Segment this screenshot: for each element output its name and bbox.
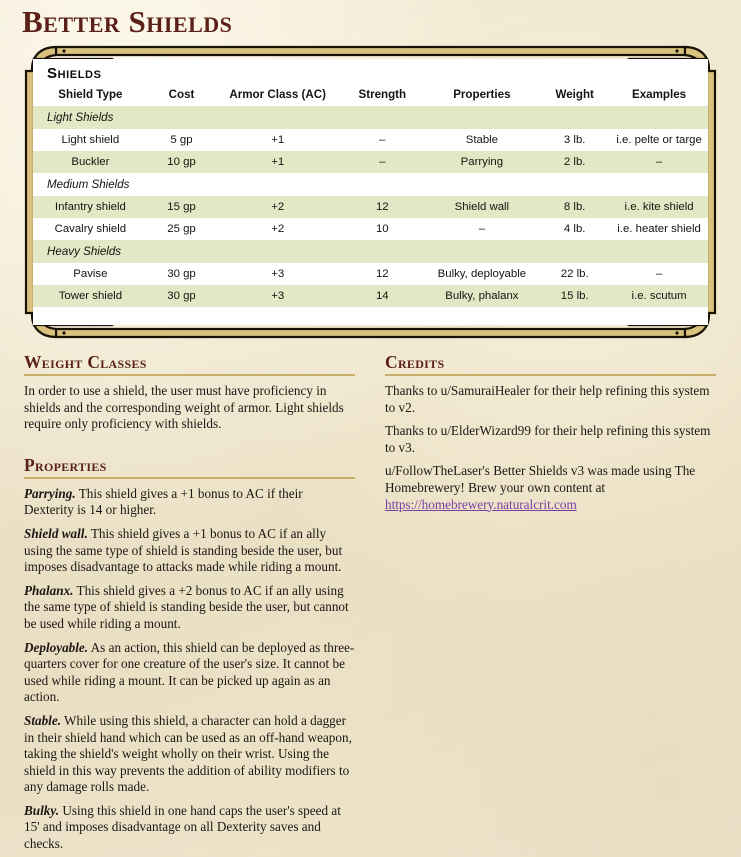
cell-properties: Parrying bbox=[425, 151, 540, 173]
column-header-cost: Cost bbox=[168, 88, 195, 101]
cell-strength: 10 bbox=[340, 218, 424, 240]
cell-shield-type: Pavise bbox=[33, 263, 148, 285]
cell-weight: 4 lb. bbox=[539, 218, 610, 240]
section-heading-credits: Credits bbox=[385, 352, 716, 376]
group-label: Heavy Shields bbox=[33, 240, 708, 263]
table-row bbox=[33, 285, 708, 307]
cell-weight: 2 lb. bbox=[539, 151, 610, 173]
cell-examples: i.e. pelte or targe bbox=[610, 129, 708, 151]
property-text: This shield gives a +1 bonus to AC if an ally using the same type of shield is standing beside the user, but imposes disadvantage to attacks made while riding a mount. bbox=[24, 525, 343, 575]
credit-paragraph-v3: Thanks to u/ElderWizard99 for their help refining this system to v3. bbox=[385, 423, 711, 455]
property-text: While using this shield, a character can hold a dagger in their shield hand which can be used as an off-hand weapon, taking the shield's weight wholly on their wrist. Using the shield in this way prevents the addition of ability modifiers to any damage rolls made. bbox=[24, 712, 352, 795]
shields-table-container bbox=[33, 59, 708, 325]
column-header-examples: Examples bbox=[631, 88, 687, 101]
cell-examples: – bbox=[610, 263, 708, 285]
column-header-shield-type: Shield Type bbox=[58, 88, 123, 101]
cell-armor-class: +1 bbox=[215, 129, 340, 151]
body-columns bbox=[0, 352, 741, 857]
cell-cost: 25 gp bbox=[148, 218, 216, 240]
cell-examples: i.e. kite shield bbox=[610, 196, 708, 218]
cell-properties: Bulky, phalanx bbox=[425, 285, 540, 307]
cell-strength: – bbox=[340, 129, 424, 151]
property-term: Deployable. bbox=[24, 639, 89, 655]
weight-classes-paragraph: In order to use a shield, the user must have proficiency in shields and the corresponding weight of armor. Light shields require only proficiency with shields. bbox=[24, 383, 344, 432]
column-header-strength: Strength bbox=[358, 88, 407, 101]
property-text: This shield gives a +2 bonus to AC if an ally using the same type of shield is standing beside the user, but cannot be used while riding a mount. bbox=[24, 582, 349, 631]
property-text: As an action, this shield can be deployed as three-quarters cover for one creature of the user's size. It cannot be used while riding a mount. It can be picked up again as an action. bbox=[24, 639, 355, 705]
cell-armor-class: +2 bbox=[215, 196, 340, 218]
property-term: Bulky. bbox=[24, 802, 60, 818]
cell-cost: 10 gp bbox=[148, 151, 216, 173]
shields-table-frame bbox=[12, 41, 729, 343]
property-text: Using this shield in one hand caps the user's speed at 15' and imposes disadvantage on all Dexterity saves and checks. bbox=[24, 802, 341, 852]
table-row bbox=[33, 151, 708, 173]
cell-shield-type: Buckler bbox=[33, 151, 148, 173]
cell-properties: Stable bbox=[425, 129, 540, 151]
table-row bbox=[33, 196, 708, 218]
page-title: Better Shields bbox=[22, 4, 233, 39]
cell-shield-type: Tower shield bbox=[33, 285, 148, 307]
homebrewery-text: u/FollowTheLaser's Better Shields v3 was made using The Homebrewery! Brew your own content at bbox=[385, 463, 696, 495]
property-entry-stable bbox=[24, 713, 355, 796]
cell-weight: 3 lb. bbox=[539, 129, 610, 151]
column-header-armor-class: Armor Class (AC) bbox=[229, 88, 326, 101]
cell-armor-class: +1 bbox=[215, 151, 340, 173]
cell-cost: 5 gp bbox=[148, 129, 216, 151]
table-group-row bbox=[33, 173, 708, 196]
property-entry-parrying bbox=[24, 486, 355, 519]
left-column bbox=[24, 352, 355, 853]
cell-properties: Bulky, deployable bbox=[425, 263, 540, 285]
section-heading-properties: Properties bbox=[24, 455, 355, 479]
table-caption: Shields bbox=[47, 65, 102, 82]
cell-properties: – bbox=[425, 218, 540, 240]
property-term: Stable. bbox=[24, 712, 61, 728]
table-group-row bbox=[33, 106, 708, 129]
property-term: Parrying. bbox=[24, 485, 76, 501]
cell-armor-class: +3 bbox=[215, 285, 340, 307]
group-label: Medium Shields bbox=[33, 173, 708, 196]
cell-strength: – bbox=[340, 151, 424, 173]
cell-armor-class: +2 bbox=[215, 218, 340, 240]
cell-weight: 8 lb. bbox=[539, 196, 610, 218]
cell-examples: – bbox=[610, 151, 708, 173]
table-row bbox=[33, 218, 708, 240]
property-entry-phalanx bbox=[24, 583, 355, 633]
cell-cost: 30 gp bbox=[148, 263, 216, 285]
table-row bbox=[33, 129, 708, 151]
column-header-weight: Weight bbox=[555, 88, 594, 101]
cell-shield-type: Cavalry shield bbox=[33, 218, 148, 240]
table-group-row bbox=[33, 240, 708, 263]
cell-strength: 12 bbox=[340, 196, 424, 218]
property-term: Shield wall. bbox=[24, 525, 88, 541]
column-header-properties: Properties bbox=[453, 88, 511, 101]
cell-cost: 30 gp bbox=[148, 285, 216, 307]
cell-cost: 15 gp bbox=[148, 196, 216, 218]
table-row bbox=[33, 263, 708, 285]
property-entry-shield-wall bbox=[24, 526, 355, 576]
shields-table bbox=[33, 84, 708, 307]
cell-properties: Shield wall bbox=[425, 196, 540, 218]
right-column bbox=[385, 352, 716, 513]
section-heading-weight-classes: Weight Classes bbox=[24, 352, 355, 376]
cell-strength: 14 bbox=[340, 285, 424, 307]
property-entry-bulky bbox=[24, 803, 355, 853]
cell-examples: i.e. scutum bbox=[610, 285, 708, 307]
property-term: Phalanx. bbox=[24, 582, 74, 598]
cell-weight: 22 lb. bbox=[539, 263, 610, 285]
homebrewery-link[interactable]: https://homebrewery.naturalcrit.com bbox=[385, 496, 577, 512]
credit-paragraph-v2: Thanks to u/SamuraiHealer for their help refining this system to v2. bbox=[385, 383, 710, 415]
cell-armor-class: +3 bbox=[215, 263, 340, 285]
homebrewery-credit bbox=[385, 463, 716, 513]
property-entry-deployable bbox=[24, 640, 355, 706]
cell-examples: i.e. heater shield bbox=[610, 218, 708, 240]
cell-shield-type: Infantry shield bbox=[33, 196, 148, 218]
table-header-row bbox=[33, 84, 708, 106]
cell-weight: 15 lb. bbox=[539, 285, 610, 307]
cell-strength: 12 bbox=[340, 263, 424, 285]
group-label: Light Shields bbox=[33, 106, 708, 129]
property-text: This shield gives a +1 bonus to AC if their Dexterity is 14 or higher. bbox=[24, 485, 303, 518]
cell-shield-type: Light shield bbox=[33, 129, 148, 151]
